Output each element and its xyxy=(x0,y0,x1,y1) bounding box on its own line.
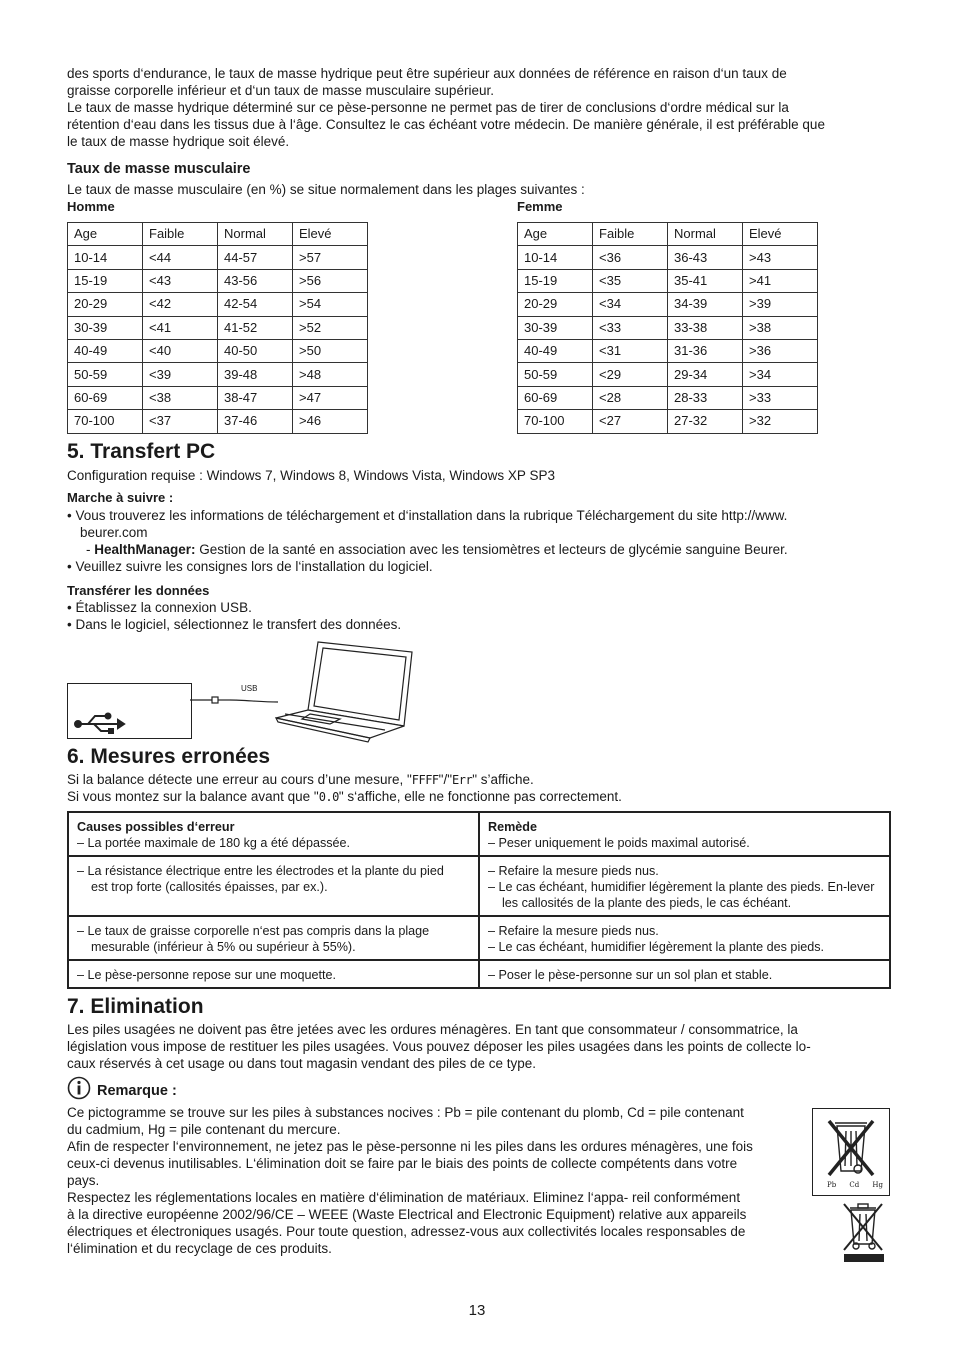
disposal-paragraph xyxy=(67,1021,811,1072)
table-cell: <27 xyxy=(593,410,668,433)
table-row xyxy=(518,410,818,433)
cause-item: – Le taux de graisse corporelle n‘est pas compris dans la plage mesurable (inférieur à 5% ou supérieur à 55%). xyxy=(77,924,430,954)
cause-item: – Le pèse-personne repose sur une moquette. xyxy=(77,968,337,982)
table-cell: 43-56 xyxy=(218,269,293,292)
intro-line: le taux de masse hydrique soit élevé. xyxy=(67,134,290,149)
table-cell: 36-43 xyxy=(668,246,743,269)
table-cell: >56 xyxy=(293,269,368,292)
intro-line: Le taux de masse hydrique déterminé sur ce pèse-personne ne permet pas de tirer de conclusions d‘ordre médical sur la xyxy=(67,100,789,115)
table-cell: <44 xyxy=(143,246,218,269)
table-cell: >46 xyxy=(293,410,368,433)
transfer-step: • Établissez la connexion USB. xyxy=(67,600,252,615)
table-cell: 20-29 xyxy=(518,293,593,316)
text-segment: Si vous montez sur la balance avant que " xyxy=(67,789,319,804)
table-row xyxy=(68,410,368,433)
header-cell: Faible xyxy=(593,223,668,246)
remedy-cell xyxy=(479,916,890,960)
remedy-item: – Poser le pèse-personne sur un sol plan et stable. xyxy=(488,968,773,982)
table-row xyxy=(518,363,818,386)
disposal-line: législation vous impose de restituer les piles usagées. Vous pouvez déposer les piles usagées dans les points de collecte lo- xyxy=(67,1039,811,1054)
table-cell: >38 xyxy=(743,316,818,339)
women-label: Femme xyxy=(517,199,563,214)
mercury-label: Hg xyxy=(872,1181,883,1189)
table-cell: >52 xyxy=(293,316,368,339)
header-cell: Elevé xyxy=(743,223,818,246)
remedy-header: Remède xyxy=(488,820,537,834)
cause-cell xyxy=(68,856,479,916)
table-cell: >41 xyxy=(743,269,818,292)
note-title: Remarque : xyxy=(97,1083,177,1099)
table-cell: >50 xyxy=(293,339,368,362)
header-cell: Elevé xyxy=(293,223,368,246)
step-install: • Veuillez suivre les consignes lors de l‘installation du logiciel. xyxy=(67,559,433,574)
table-cell: 35-41 xyxy=(668,269,743,292)
remedy-cell xyxy=(479,812,890,856)
heavy-metal-labels xyxy=(827,1181,883,1189)
table-cell: >32 xyxy=(743,410,818,433)
header-cell: Normal xyxy=(668,223,743,246)
causes-header: Causes possibles d‘erreur xyxy=(77,820,235,834)
table-cell: >57 xyxy=(293,246,368,269)
table-cell: <34 xyxy=(593,293,668,316)
women-muscle-table xyxy=(517,222,818,434)
battery-disposal-box xyxy=(812,1108,890,1196)
note-line: l‘élimination et du recyclage de ces produits. xyxy=(67,1241,332,1256)
transfer-step: • Dans le logiciel, sélectionnez le transfert des données. xyxy=(67,617,402,632)
error-display-line xyxy=(67,771,534,789)
note-line: Respectez les réglementations locales en matière d‘élimination de matériaux. Eliminez l‘appa- reil conformément xyxy=(67,1190,741,1205)
intro-line: des sports d‘endurance, le taux de masse hydrique peut être supérieur aux données de référence en raison d‘un taux de xyxy=(67,66,787,81)
table-row xyxy=(518,316,818,339)
table-cell: 28-33 xyxy=(668,386,743,409)
table-cell: 39-48 xyxy=(218,363,293,386)
dash-prefix: - xyxy=(86,542,95,557)
table-cell: 70-100 xyxy=(68,410,143,433)
table-cell: 40-49 xyxy=(518,339,593,362)
remedy-item: – Refaire la mesure pieds nus. xyxy=(488,864,659,878)
text-segment: Si la balance détecte une erreur au cours d’une mesure, " xyxy=(67,772,412,787)
table-cell: >39 xyxy=(743,293,818,316)
muscle-title: Taux de masse musculaire xyxy=(67,161,251,177)
table-cell: 60-69 xyxy=(518,386,593,409)
note-line: du cadmium, Hg = pile contenant du mercure. xyxy=(67,1122,341,1137)
remedy-item: – Peser uniquement le poids maximal autorisé. xyxy=(488,836,750,850)
remedy-item: – Le cas échéant, humidifier légèrement la plante des pieds. xyxy=(488,940,825,954)
pc-transfer-title: 5. Transfert PC xyxy=(67,440,216,463)
table-row xyxy=(68,363,368,386)
usb-port-box xyxy=(67,683,192,739)
table-row xyxy=(68,316,368,339)
table-row xyxy=(68,812,890,856)
disposal-line: Les piles usagées ne doivent pas être jetées avec les ordures ménagères. En tant que consommateur / consommatrice, la xyxy=(67,1022,798,1037)
table-cell: 37-46 xyxy=(218,410,293,433)
step-download: • Vous trouverez les informations de téléchargement et d‘installation dans la rubrique Téléchargement du site http://www. xyxy=(67,508,788,523)
table-cell: <31 xyxy=(593,339,668,362)
table-cell: 20-29 xyxy=(68,293,143,316)
remedy-cell xyxy=(479,960,890,988)
header-cell: Faible xyxy=(143,223,218,246)
table-header-row xyxy=(68,223,368,246)
info-icon xyxy=(67,1076,91,1100)
note-line: pays. xyxy=(67,1173,100,1188)
table-cell: 38-47 xyxy=(218,386,293,409)
step-download-url: beurer.com xyxy=(80,525,148,540)
table-cell: 34-39 xyxy=(668,293,743,316)
intro-line: graisse corporelle inférieur et d‘un taux de masse musculaire supérieur. xyxy=(67,83,494,98)
muscle-intro: Le taux de masse musculaire (en %) se situe normalement dans les plages suivantes : xyxy=(67,182,585,197)
remedy-item: – Refaire la mesure pieds nus. xyxy=(488,924,659,938)
cause-cell xyxy=(68,916,479,960)
note-line: électriques et électroniques usagés. Pour toute question, adressez-vous aux collectivités locales responsables de xyxy=(67,1224,746,1239)
header-cell: Age xyxy=(518,223,593,246)
page-number: 13 xyxy=(468,1302,486,1319)
remedy-item: – Le cas échéant, humidifier légèrement la plante des pieds. En-lever les callosités de la plante des pieds, le cas échéant. xyxy=(488,880,875,910)
text-segment: "/" xyxy=(438,772,452,787)
cause-cell xyxy=(68,812,479,856)
intro-paragraph xyxy=(67,65,825,150)
table-cell: 40-49 xyxy=(68,339,143,362)
header-cell: Age xyxy=(68,223,143,246)
table-cell: <38 xyxy=(143,386,218,409)
table-cell: <36 xyxy=(593,246,668,269)
table-cell: 30-39 xyxy=(518,316,593,339)
table-cell: 15-19 xyxy=(518,269,593,292)
table-cell: <39 xyxy=(143,363,218,386)
table-cell: 30-39 xyxy=(68,316,143,339)
table-row xyxy=(518,269,818,292)
table-cell: 31-36 xyxy=(668,339,743,362)
table-row xyxy=(68,293,368,316)
table-row xyxy=(68,856,890,916)
lcd-err: Err xyxy=(452,773,473,787)
table-cell: >36 xyxy=(743,339,818,362)
table-row xyxy=(68,339,368,362)
error-table xyxy=(67,811,891,989)
table-row xyxy=(68,269,368,292)
table-cell: 10-14 xyxy=(68,246,143,269)
errors-title: 6. Mesures erronées xyxy=(67,745,271,768)
table-cell: 10-14 xyxy=(518,246,593,269)
cause-item: – La portée maximale de 180 kg a été dépassée. xyxy=(77,836,351,850)
table-cell: 40-50 xyxy=(218,339,293,362)
table-row xyxy=(518,386,818,409)
table-row xyxy=(68,960,890,988)
table-cell: <42 xyxy=(143,293,218,316)
table-cell: >47 xyxy=(293,386,368,409)
men-label: Homme xyxy=(67,199,115,214)
cadmium-label: Cd xyxy=(849,1181,860,1189)
table-cell: >34 xyxy=(743,363,818,386)
note-line: Ce pictogramme se trouve sur les piles à substances nocives : Pb = pile contenant du plomb, Cd = pile contenant xyxy=(67,1105,744,1120)
healthmanager-description: Gestion de la santé en association avec les tensiomètres et lecteurs de glycémie sanguine Beurer. xyxy=(195,542,788,557)
table-row xyxy=(68,916,890,960)
table-cell: 44-57 xyxy=(218,246,293,269)
table-row xyxy=(518,293,818,316)
usb-label: USB xyxy=(241,684,258,693)
men-muscle-table xyxy=(67,222,368,434)
table-cell: >48 xyxy=(293,363,368,386)
lcd-zero: 0.0 xyxy=(318,790,339,804)
lead-label: Pb xyxy=(827,1181,837,1189)
table-cell: 41-52 xyxy=(218,316,293,339)
table-cell: <43 xyxy=(143,269,218,292)
table-cell: 50-59 xyxy=(68,363,143,386)
table-cell: <33 xyxy=(593,316,668,339)
disposal-title: 7. Elimination xyxy=(67,995,204,1018)
table-cell: 70-100 xyxy=(518,410,593,433)
note-line: Afin de respecter l‘environnement, ne jetez pas le pèse-personne ni les piles dans les ordures ménagères, une fois xyxy=(67,1139,753,1154)
table-cell: 29-34 xyxy=(668,363,743,386)
table-row xyxy=(68,386,368,409)
table-cell: 33-38 xyxy=(668,316,743,339)
transfer-title: Transférer les données xyxy=(67,583,210,598)
note-paragraph xyxy=(67,1104,753,1257)
header-cell: Normal xyxy=(218,223,293,246)
table-cell: <37 xyxy=(143,410,218,433)
cause-cell xyxy=(68,960,479,988)
healthmanager-name: HealthManager: xyxy=(94,542,196,557)
table-row xyxy=(68,246,368,269)
table-cell: >54 xyxy=(293,293,368,316)
crossed-bin-weee-icon xyxy=(836,1198,890,1264)
remedy-cell xyxy=(479,856,890,916)
table-row xyxy=(518,339,818,362)
intro-line: rétention d‘eau dans les tissus due à l‘âge. Consultez le cas échéant votre médecin. De manière générale, il est préférable que xyxy=(67,117,825,132)
table-cell: 50-59 xyxy=(518,363,593,386)
table-cell: >33 xyxy=(743,386,818,409)
table-row xyxy=(518,246,818,269)
table-cell: 27-32 xyxy=(668,410,743,433)
table-cell: >43 xyxy=(743,246,818,269)
table-cell: 15-19 xyxy=(68,269,143,292)
lcd-ffff: FFFF xyxy=(411,773,439,787)
steps-title: Marche à suivre : xyxy=(67,490,174,505)
note-line: à la directive européenne 2002/96/CE – WEEE (Waste Electrical and Electronic Equipment) relative aux appareils xyxy=(67,1207,747,1222)
system-requirements: Configuration requise : Windows 7, Windows 8, Windows Vista, Windows XP SP3 xyxy=(67,468,555,483)
note-line: ceux-ci devenus inutilisables. L‘élimination doit se faire par le biais des points de collecte compétents dans votre xyxy=(67,1156,738,1171)
table-header-row xyxy=(518,223,818,246)
table-cell: <41 xyxy=(143,316,218,339)
text-segment: " s‘affiche, elle ne fonctionne pas correctement. xyxy=(338,789,622,804)
table-cell: <40 xyxy=(143,339,218,362)
healthmanager-line xyxy=(86,541,788,558)
table-cell: <35 xyxy=(593,269,668,292)
table-cell: <29 xyxy=(593,363,668,386)
disposal-line: caux réservés à cet usage ou dans tout magasin vendant des piles de ce type. xyxy=(67,1056,537,1071)
table-cell: <28 xyxy=(593,386,668,409)
table-cell: 60-69 xyxy=(68,386,143,409)
laptop-icon xyxy=(190,634,420,744)
cause-item: – La résistance électrique entre les électrodes et la plante du pied est trop forte (callosités épaisses, par ex.). xyxy=(77,864,444,894)
usb-trident-icon xyxy=(68,684,191,738)
zero-display-line xyxy=(67,788,622,806)
text-segment: " s’affiche. xyxy=(472,772,534,787)
table-cell: 42-54 xyxy=(218,293,293,316)
